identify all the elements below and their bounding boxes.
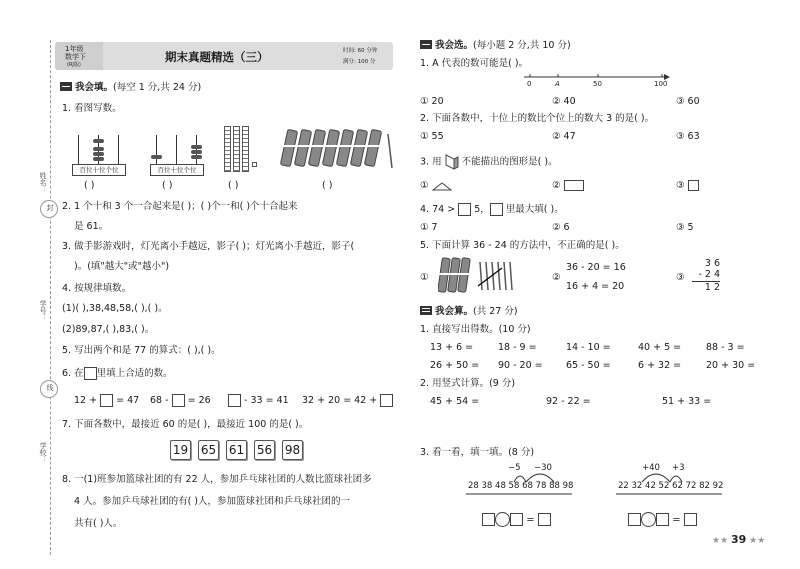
section3-heading: 我会算。(共 27 分) bbox=[420, 306, 518, 318]
s2-q5-step2: 16 + 4 = 20 bbox=[566, 281, 625, 292]
q1-blank-2[interactable]: ( ) bbox=[162, 180, 173, 191]
number-axis: 0 A 50 100 bbox=[522, 72, 672, 92]
number-card: 61 bbox=[226, 440, 247, 460]
abacus-2: 百位十位个位 bbox=[150, 135, 204, 177]
calc-item: 90 - 20 = bbox=[498, 360, 543, 371]
s2-q5-step1: 36 - 20 = 16 bbox=[566, 262, 626, 273]
calc-item: 14 - 10 = bbox=[566, 342, 611, 353]
abacus-1: 百位十位个位 bbox=[72, 135, 126, 177]
q4-part1: (1)( ),38,48,58,( ),( )。 bbox=[62, 303, 168, 314]
id-label: 学号： bbox=[39, 300, 47, 321]
number-card: 65 bbox=[198, 440, 219, 460]
calc-item: 65 - 50 = bbox=[566, 360, 611, 371]
vertical-calc: 45 + 54 = bbox=[430, 396, 480, 407]
grade: 1年级 bbox=[65, 45, 84, 53]
q1: 1. 看图写数。 bbox=[62, 103, 122, 114]
s2-q2: 2. 下面各数中，十位上的数比个位上的数大 3 的是( )。 bbox=[420, 113, 655, 124]
s2-q4-option[interactable]: ③ 5 bbox=[676, 222, 694, 233]
q2-line1: 2. 1 个十和 3 个一合起来是( )；( )个一和( )个十合起来 bbox=[62, 201, 298, 212]
number-line-2: +40 +3 22 32 42 52 62 72 82 92 = bbox=[618, 463, 724, 526]
s2-q2-option[interactable]: ③ 63 bbox=[676, 131, 700, 142]
q6-eq1: 12 + = 47 bbox=[74, 395, 140, 406]
calc-item: 20 + 30 = bbox=[706, 360, 756, 371]
q2-line2: 是 61。 bbox=[74, 221, 109, 232]
s2-q5: 5. 下面计算 36 - 24 的方法中，不正确的是( )。 bbox=[420, 240, 625, 251]
header-bar bbox=[55, 42, 393, 70]
s3-q3: 3. 看一看，填一填。(8 分) bbox=[420, 447, 535, 458]
s2-q3-option-1[interactable]: ① bbox=[420, 180, 452, 192]
calc-item: 88 - 3 = bbox=[706, 342, 745, 353]
s3-q1: 1. 直接写出得数。(10 分) bbox=[420, 324, 531, 335]
q6-eq4: 32 + 20 = 42 + bbox=[302, 394, 393, 407]
q8-line1: 8. 一(1)班参加篮球社团的有 22 人，参加乒乓球社团的人数比篮球社团多 bbox=[62, 474, 372, 485]
triangle-icon bbox=[432, 181, 452, 191]
prism-icon bbox=[445, 154, 459, 170]
section2-heading: 我会选。(每小题 2 分,共 10 分) bbox=[420, 40, 571, 52]
q4: 4. 按规律填数。 bbox=[62, 283, 132, 294]
sticks-illustration bbox=[438, 256, 520, 296]
s2-q5-option-1[interactable]: ① bbox=[420, 272, 429, 283]
s2-q3-option-2[interactable]: ② bbox=[552, 180, 584, 192]
page-number: ★★ 39 ★★ bbox=[712, 533, 766, 546]
binding-line bbox=[50, 40, 51, 555]
q6-eq2: 68 - = 26 bbox=[150, 395, 211, 406]
calc-item: 18 - 9 = bbox=[498, 342, 537, 353]
vertical-subtraction: 3 6 - 2 4 1 2 bbox=[692, 258, 732, 298]
q5: 5. 写出两个和是 77 的算式：( ),( )。 bbox=[62, 345, 221, 356]
s3-q2: 2. 用竖式计算。(9 分) bbox=[420, 378, 516, 389]
s2-q3-option-3[interactable]: ③ bbox=[676, 180, 699, 192]
q8-line3: 共有( )人。 bbox=[74, 518, 123, 529]
full-score: 满分: 100 分 bbox=[343, 59, 376, 65]
s2-q2-option[interactable]: ② 47 bbox=[552, 131, 576, 142]
seal-circle: 封 bbox=[40, 200, 58, 218]
number-card: 56 bbox=[254, 440, 275, 460]
q3-line2: )。(填"越大"或"越小") bbox=[74, 261, 170, 272]
calc-item: 26 + 50 = bbox=[430, 360, 480, 371]
calc-item: 6 + 32 = bbox=[638, 360, 682, 371]
s2-q1-option[interactable]: ② 40 bbox=[552, 96, 576, 107]
sticks-picture bbox=[280, 126, 398, 174]
s2-q1: 1. A 代表的数可能是( )。 bbox=[420, 58, 529, 69]
q1-blank-1[interactable]: ( ) bbox=[84, 180, 95, 191]
s2-q1-option[interactable]: ③ 60 bbox=[676, 96, 700, 107]
q1-blank-4[interactable]: ( ) bbox=[322, 180, 333, 191]
q3-line1: 3. 做手影游戏时，灯光离小手越远，影子( )；灯光离小手越近，影子( bbox=[62, 241, 355, 252]
name-label: 姓名： bbox=[39, 172, 47, 193]
q6-eq3: - 33 = 41 bbox=[228, 394, 289, 407]
edition: (RJ版) bbox=[67, 62, 81, 68]
s2-q1-option[interactable]: ① 20 bbox=[420, 96, 444, 107]
square-icon bbox=[688, 180, 699, 191]
q1-blank-3[interactable]: ( ) bbox=[228, 180, 239, 191]
s2-q4: 4. 74 > 5， 里最大填( )。 bbox=[420, 204, 564, 215]
q7: 7. 下面各数中，最接近 60 的是( )，最接近 100 的是( )。 bbox=[62, 419, 309, 430]
number-line-1: −5 −30 28 38 48 58 68 78 88 98 = bbox=[468, 463, 574, 526]
school-label: 学校： bbox=[39, 442, 47, 463]
calc-item: 13 + 6 = bbox=[430, 342, 474, 353]
s2-q3: 3. 用 不能描出的图形是( )。 bbox=[420, 154, 558, 170]
q8-line2: 4 人。参加乒乓球社团的有( )人，参加篮球社团和乒乓球社团的一 bbox=[74, 496, 350, 507]
q6: 6. 在 里填上合适的数。 bbox=[62, 368, 173, 379]
calc-item: 40 + 5 = bbox=[638, 342, 682, 353]
vertical-calc: 51 + 33 = bbox=[662, 396, 712, 407]
s2-q4-option[interactable]: ② 6 bbox=[552, 222, 570, 233]
line-circle: 线 bbox=[40, 380, 58, 398]
number-card: 98 bbox=[282, 440, 303, 460]
q4-part2: (2)89,87,( ),83,( )。 bbox=[62, 324, 155, 335]
vertical-calc: 92 - 22 = bbox=[546, 396, 591, 407]
blocks-picture bbox=[222, 126, 260, 174]
subject: 数学下 bbox=[65, 53, 86, 61]
s2-q5-option-3[interactable]: ③ bbox=[676, 272, 685, 283]
rectangle-icon bbox=[564, 180, 584, 191]
s2-q5-option-2[interactable]: ② bbox=[552, 272, 561, 283]
s2-q4-option[interactable]: ① 7 bbox=[420, 222, 438, 233]
s2-q2-option[interactable]: ① 55 bbox=[420, 131, 444, 142]
section1-heading: 我会填。(每空 1 分,共 24 分) bbox=[60, 82, 201, 94]
page-title: 期末真题精选（三） bbox=[165, 50, 269, 64]
time-limit: 时间: 60 分钟 bbox=[343, 48, 378, 54]
number-card: 19 bbox=[170, 440, 191, 460]
